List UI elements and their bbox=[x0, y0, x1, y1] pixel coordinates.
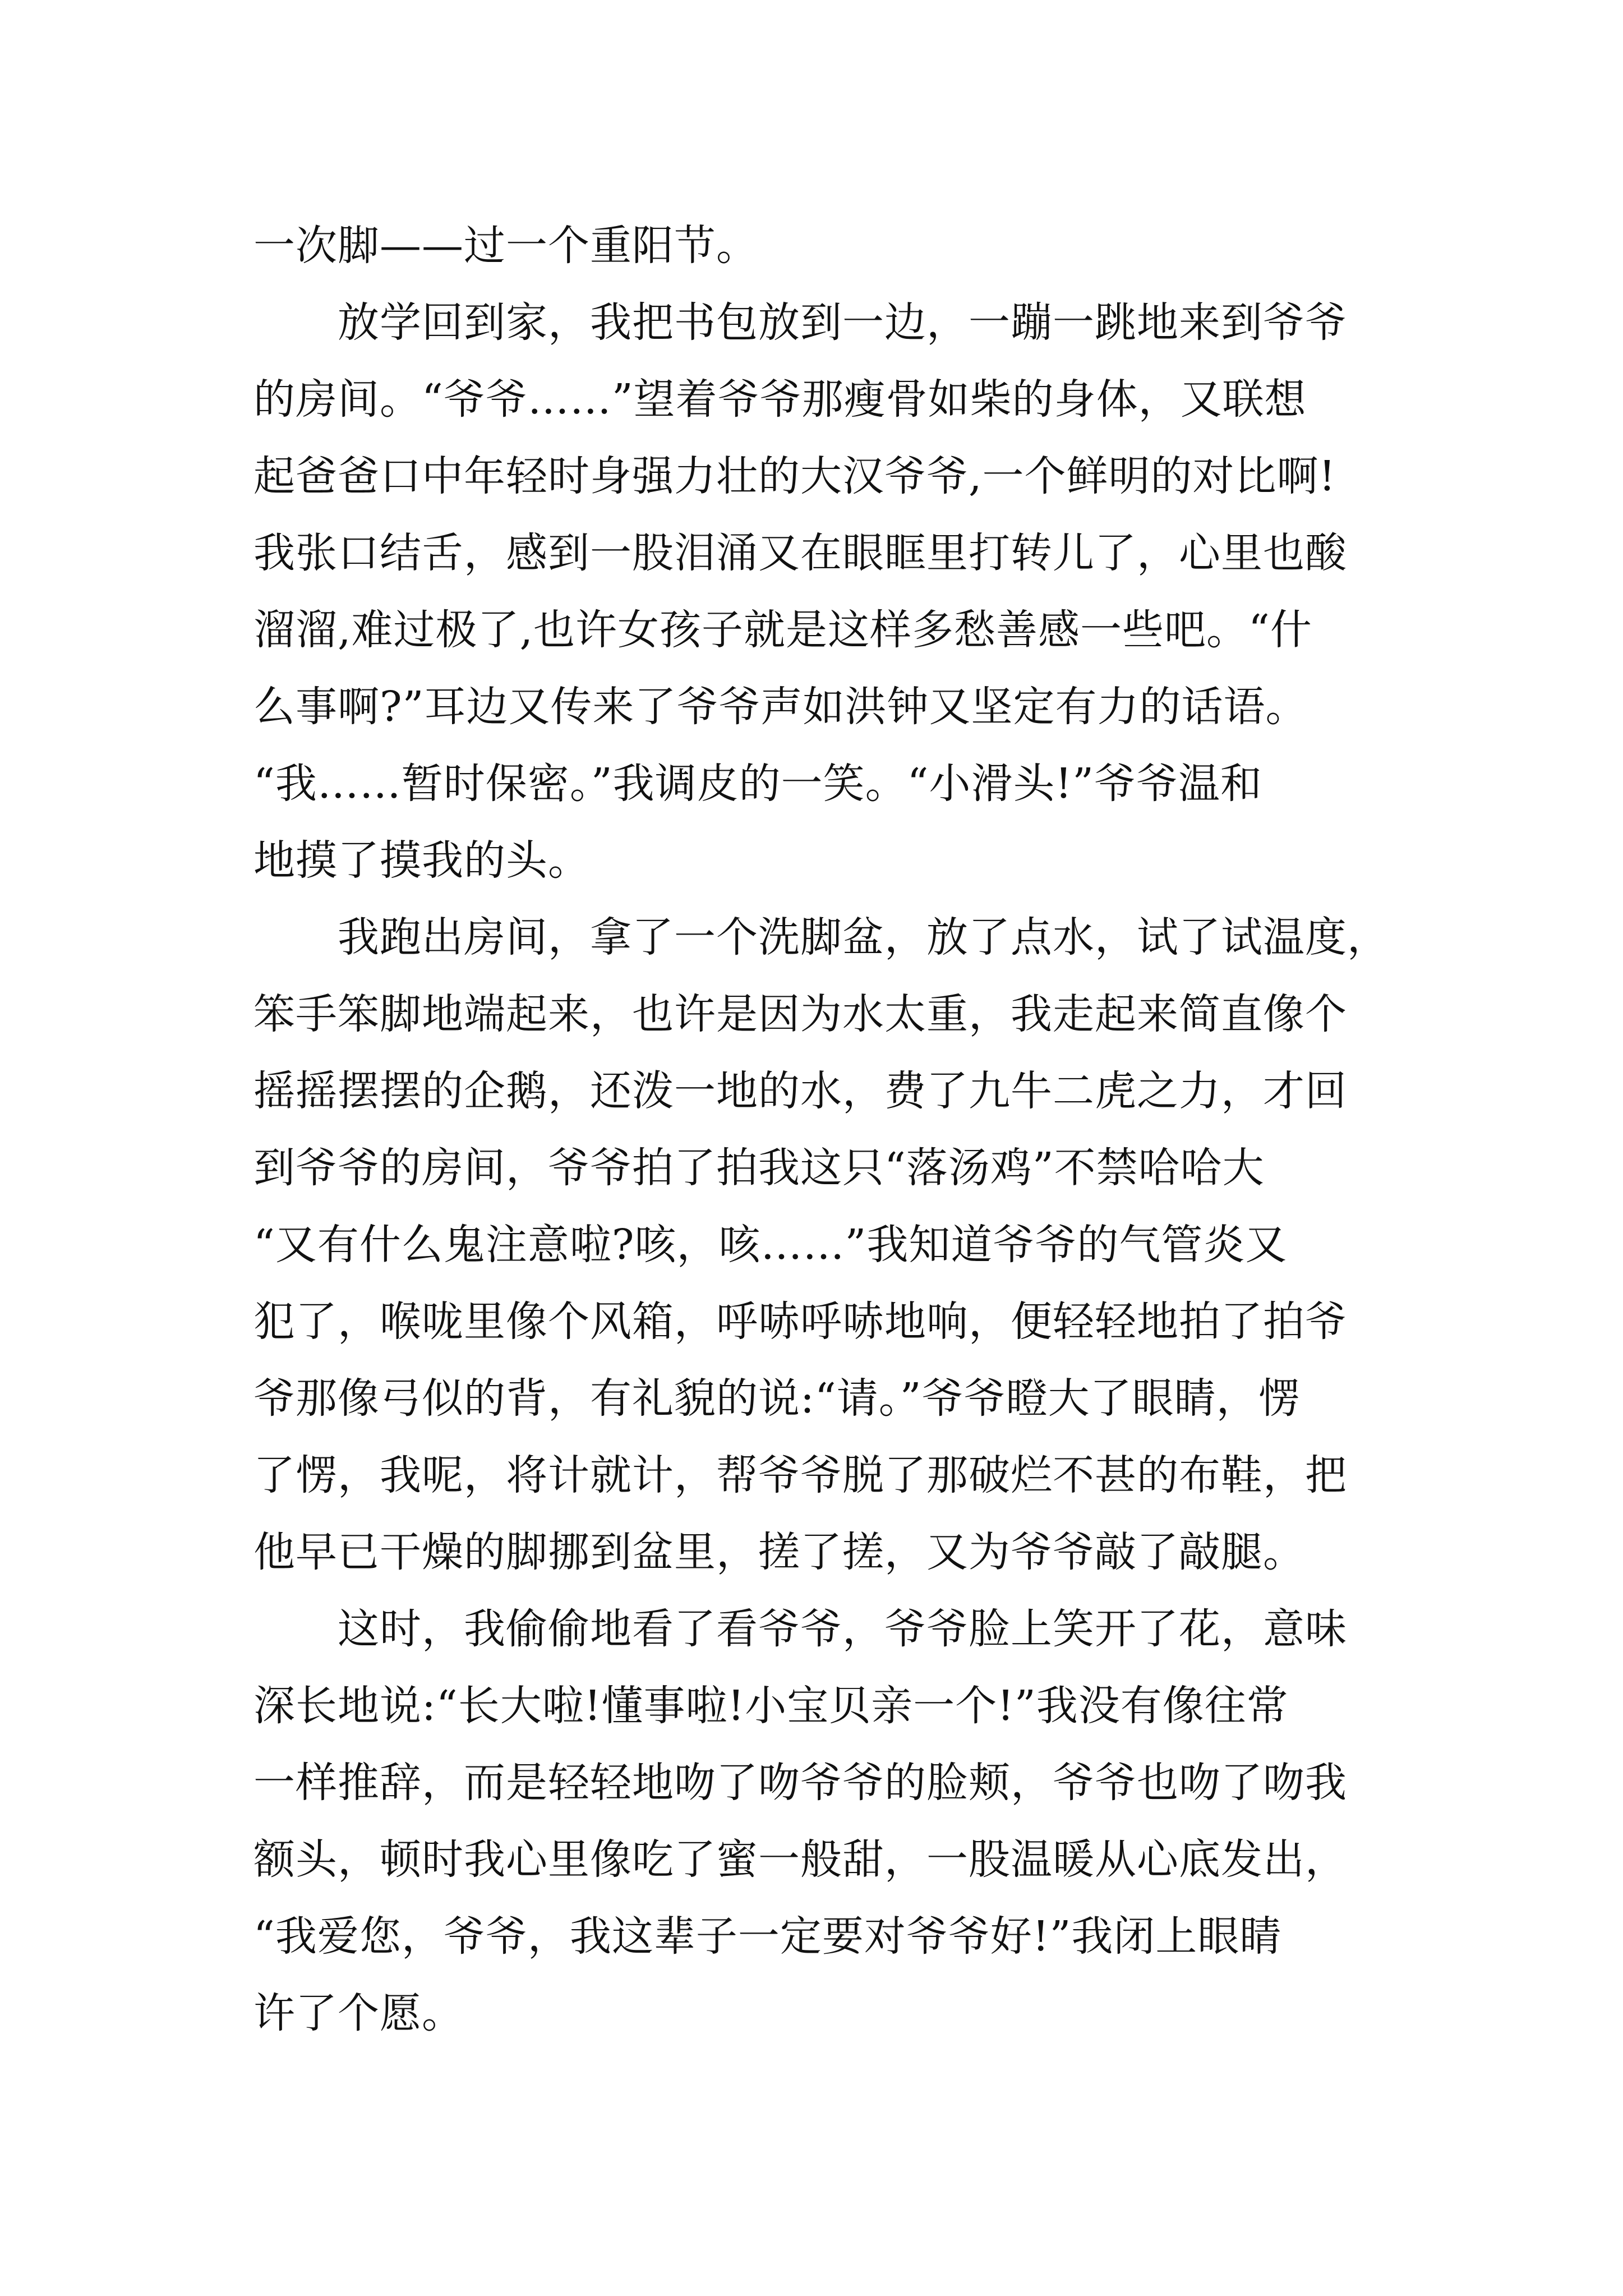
text-line: 这时，我偷偷地看了看爷爷，爷爷脸上笑开了花，意味 bbox=[253, 1605, 1347, 1653]
text-line: “我……暂时保密。”我调皮的一笑。“小滑头!”爷爷温和 bbox=[253, 760, 1263, 808]
text-line: 到爷爷的房间，爷爷拍了拍我这只“落汤鸡”不禁哈哈大 bbox=[253, 1144, 1265, 1192]
text-line: “我爱您，爷爷，我这辈子一定要对爷爷好!”我闭上眼睛 bbox=[253, 1912, 1282, 1961]
document-body bbox=[253, 208, 1389, 2052]
text-line: 地摸了摸我的头。 bbox=[253, 836, 590, 885]
text-line: 额头，顿时我心里像吃了蜜一般甜，一股温暖从心底发出， bbox=[253, 1835, 1347, 1884]
text-line: 笨手笨脚地端起来，也许是因为水太重，我走起来简直像个 bbox=[253, 990, 1347, 1038]
text-line: “又有什么鬼注意啦?咳，咳……”我知道爷爷的气管炎又 bbox=[253, 1221, 1288, 1269]
text-line: 溜溜,难过极了,也许女孩子就是这样多愁善感一些吧。“什 bbox=[253, 606, 1312, 654]
text-line: 我张口结舌，感到一股泪涌又在眼眶里打转儿了，心里也酸 bbox=[253, 529, 1347, 577]
text-line: 了愣，我呢，将计就计，帮爷爷脱了那破烂不甚的布鞋，把 bbox=[253, 1451, 1347, 1499]
text-line: 放学回到家，我把书包放到一边，一蹦一跳地来到爷爷 bbox=[253, 298, 1347, 347]
text-line: 他早已干燥的脚挪到盆里，搓了搓，又为爷爷敲了敲腿。 bbox=[253, 1528, 1305, 1576]
text-line: 起爸爸口中年轻时身强力壮的大汉爷爷,一个鲜明的对比啊! bbox=[253, 452, 1336, 500]
text-line: 爷那像弓似的背，有礼貌的说:“请。”爷爷瞪大了眼睛，愣 bbox=[253, 1374, 1301, 1423]
text-line: 一样推辞，而是轻轻地吻了吻爷爷的脸颊，爷爷也吻了吻我 bbox=[253, 1759, 1347, 1807]
text-line: 么事啊?”耳边又传来了爷爷声如洪钟又坚定有力的话语。 bbox=[253, 683, 1308, 731]
text-line: 的房间。“爷爷……”望着爷爷那瘦骨如柴的身体，又联想 bbox=[253, 375, 1307, 424]
text-line: 一次脚——过一个重阳节。 bbox=[253, 222, 758, 270]
text-line: 摇摇摆摆的企鹅，还泼一地的水，费了九牛二虎之力，才回 bbox=[253, 1067, 1347, 1115]
text-line: 许了个愿。 bbox=[253, 1989, 464, 2037]
text-line: 我跑出房间，拿了一个洗脚盆，放了点水，试了试温度， bbox=[253, 913, 1389, 961]
text-line: 深长地说:“长大啦!懂事啦!小宝贝亲一个!”我没有像往常 bbox=[253, 1682, 1289, 1730]
text-line: 犯了，喉咙里像个风箱，呼哧呼哧地响，便轻轻地拍了拍爷 bbox=[253, 1297, 1347, 1346]
